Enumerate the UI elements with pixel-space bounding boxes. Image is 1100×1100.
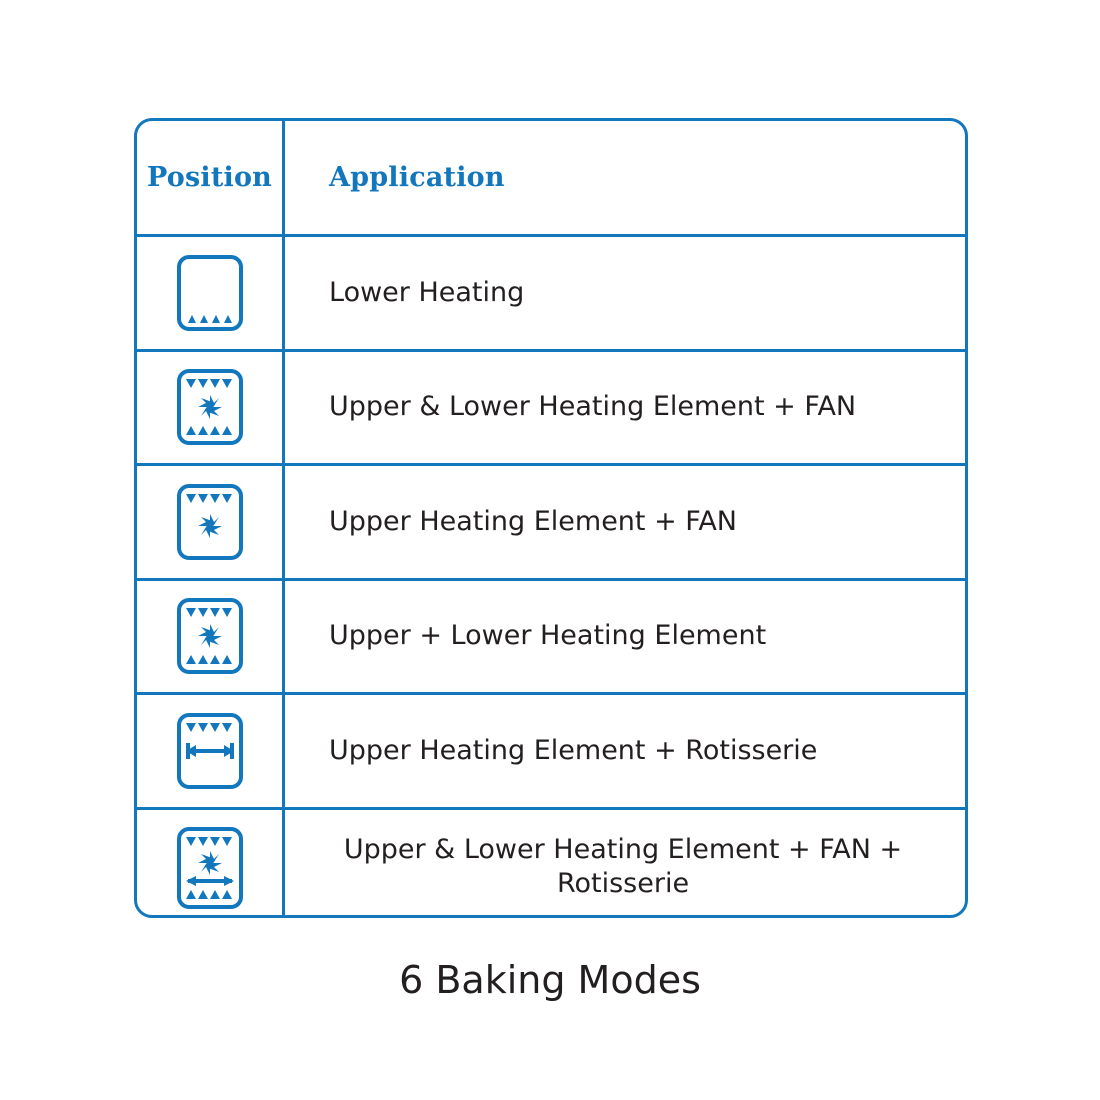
table-row [137, 466, 965, 581]
position-cell [137, 237, 285, 349]
position-cell [137, 466, 285, 578]
application-cell [285, 352, 965, 464]
application-label: Upper & Lower Heating Element + FAN + Rotisserie [343, 834, 903, 899]
header-label-application: Application [329, 162, 505, 193]
application-label: Upper Heating Element + FAN [329, 505, 738, 537]
application-cell [285, 581, 965, 693]
oven-upper-lower-heating-fan-icon [174, 363, 246, 451]
application-cell [285, 466, 965, 578]
header-cell-application [285, 121, 965, 234]
position-cell [137, 810, 285, 919]
table-row [137, 810, 965, 919]
table-header-row [137, 121, 965, 237]
oven-upper-heating-fan-icon [174, 478, 246, 566]
oven-upper-heating-rotisserie-icon [174, 707, 246, 795]
application-cell [285, 810, 965, 919]
application-label: Lower Heating [329, 276, 525, 308]
oven-upper-lower-heating-fan-rotisserie-icon [174, 823, 246, 911]
header-label-position: Position [146, 162, 272, 193]
application-cell [285, 237, 965, 349]
table-row [137, 695, 965, 810]
table-row [137, 352, 965, 467]
position-cell [137, 581, 285, 693]
application-label: Upper Heating Element + Rotisserie [329, 734, 818, 766]
oven-upper-lower-heating-icon [174, 592, 246, 680]
position-cell [137, 695, 285, 807]
header-cell-position [137, 121, 285, 234]
application-label: Upper + Lower Heating Element [329, 620, 767, 652]
oven-lower-heating-icon [174, 249, 246, 337]
table-row [137, 237, 965, 352]
modes-table [134, 118, 968, 918]
diagram-caption: 6 Baking Modes [399, 958, 701, 1002]
position-cell [137, 352, 285, 464]
table-row [137, 581, 965, 696]
application-cell [285, 695, 965, 807]
application-label: Upper & Lower Heating Element + FAN [329, 391, 857, 423]
